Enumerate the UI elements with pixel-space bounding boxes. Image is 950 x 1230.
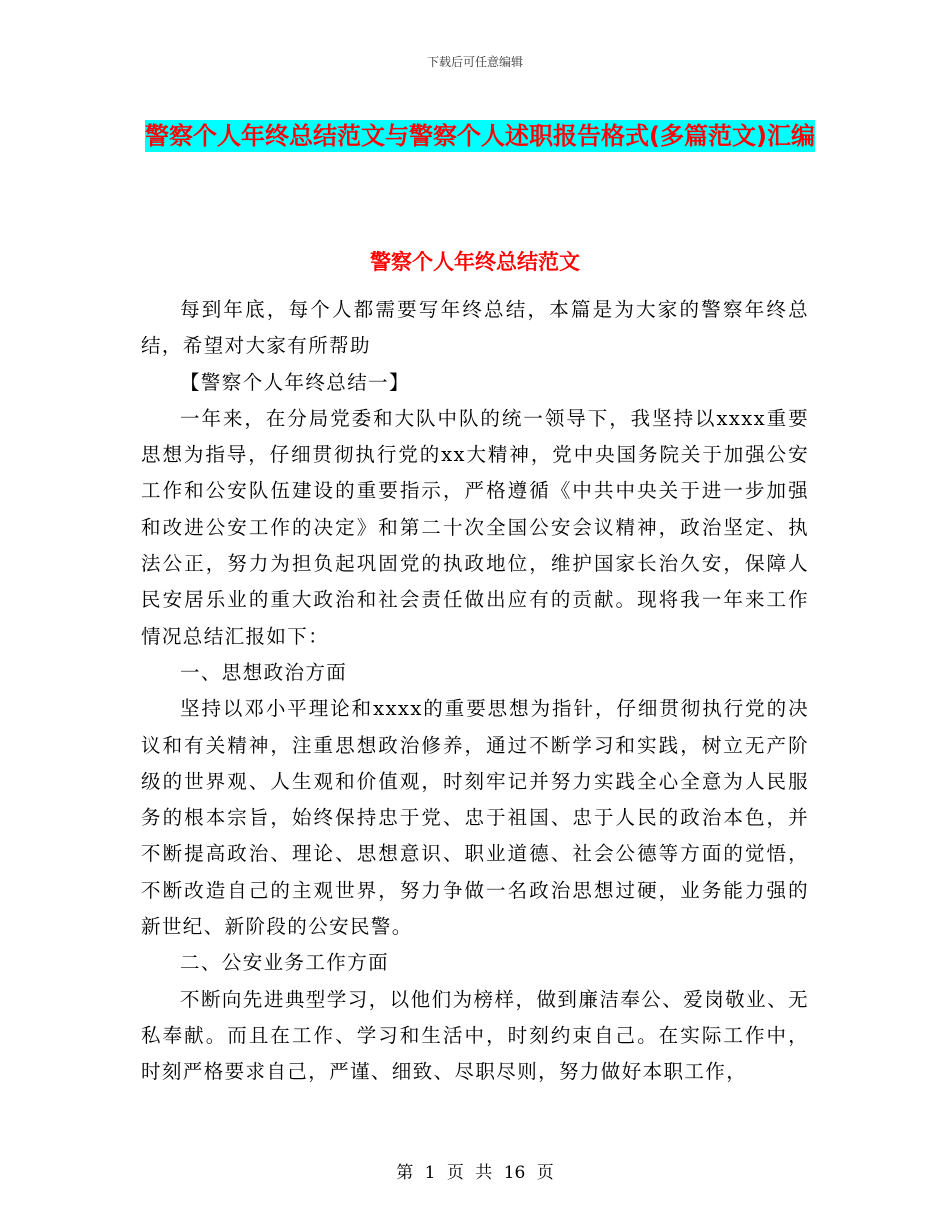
header-note: 下载后可任意编辑 (426, 55, 523, 69)
document-title-text: 警察个人年终总结范文与警察个人述职报告格式(多篇范文)汇编 (145, 122, 815, 150)
body-text (141, 292, 809, 1091)
section-title: 警察个人年终总结范文 (370, 250, 580, 274)
paragraph: 一年来，在分局党委和大队中队的统一领导下，我坚持以xxxx重要思想为指导，仔细贯彻执行党的xx大精神，党中央国务院关于加强公安工作和公安队伍建设的重要指示，严格遵循《中共中央关于进一步加强和改进公安工作的决定》和第二十次全国公安会议精神，政治坚定、执法公正，努力为担负起巩固党的执政地位，维护国家长治久安，保障人民安居乐业的重大政治和社会责任做出应有的贡献。现将我一年来工作情况总结汇报如下： (141, 406, 809, 648)
document-title (140, 110, 820, 162)
paragraph: 二、公安业务工作方面 (180, 951, 390, 975)
page-footer: 第 1 页 共 16 页 (396, 1163, 554, 1183)
paragraph: 坚持以邓小平理论和xxxx的重要思想为指针，仔细贯彻执行党的决议和有关精神，注重思想政治修养，通过不断学习和实践，树立无产阶级的世界观、人生观和价值观，时刻牢记并努力实践全心全意为人民服务的根本宗旨，始终保持忠于党、忠于祖国、忠于人民的政治本色，并不断提高政治、理论、思想意识、职业道德、社会公德等方面的觉悟，不断改造自己的主观世界，努力争做一名政治思想过硬，业务能力强的新世纪、新阶段的公安民警。 (141, 697, 809, 939)
paragraph: 【警察个人年终总结一】 (180, 370, 410, 394)
paragraph: 每到年底，每个人都需要写年终总结，本篇是为大家的警察年终总结，希望对大家有所帮助 (141, 298, 809, 358)
paragraph: 不断向先进典型学习，以他们为榜样，做到廉洁奉公、爱岗敬业、无私奉献。而且在工作、学习和生活中，时刻约束自己。在实际工作中，时刻严格要求自己，严谨、细致、尽职尽则，努力做好本职工作， (141, 987, 809, 1084)
paragraph: 一、思想政治方面 (180, 660, 348, 684)
